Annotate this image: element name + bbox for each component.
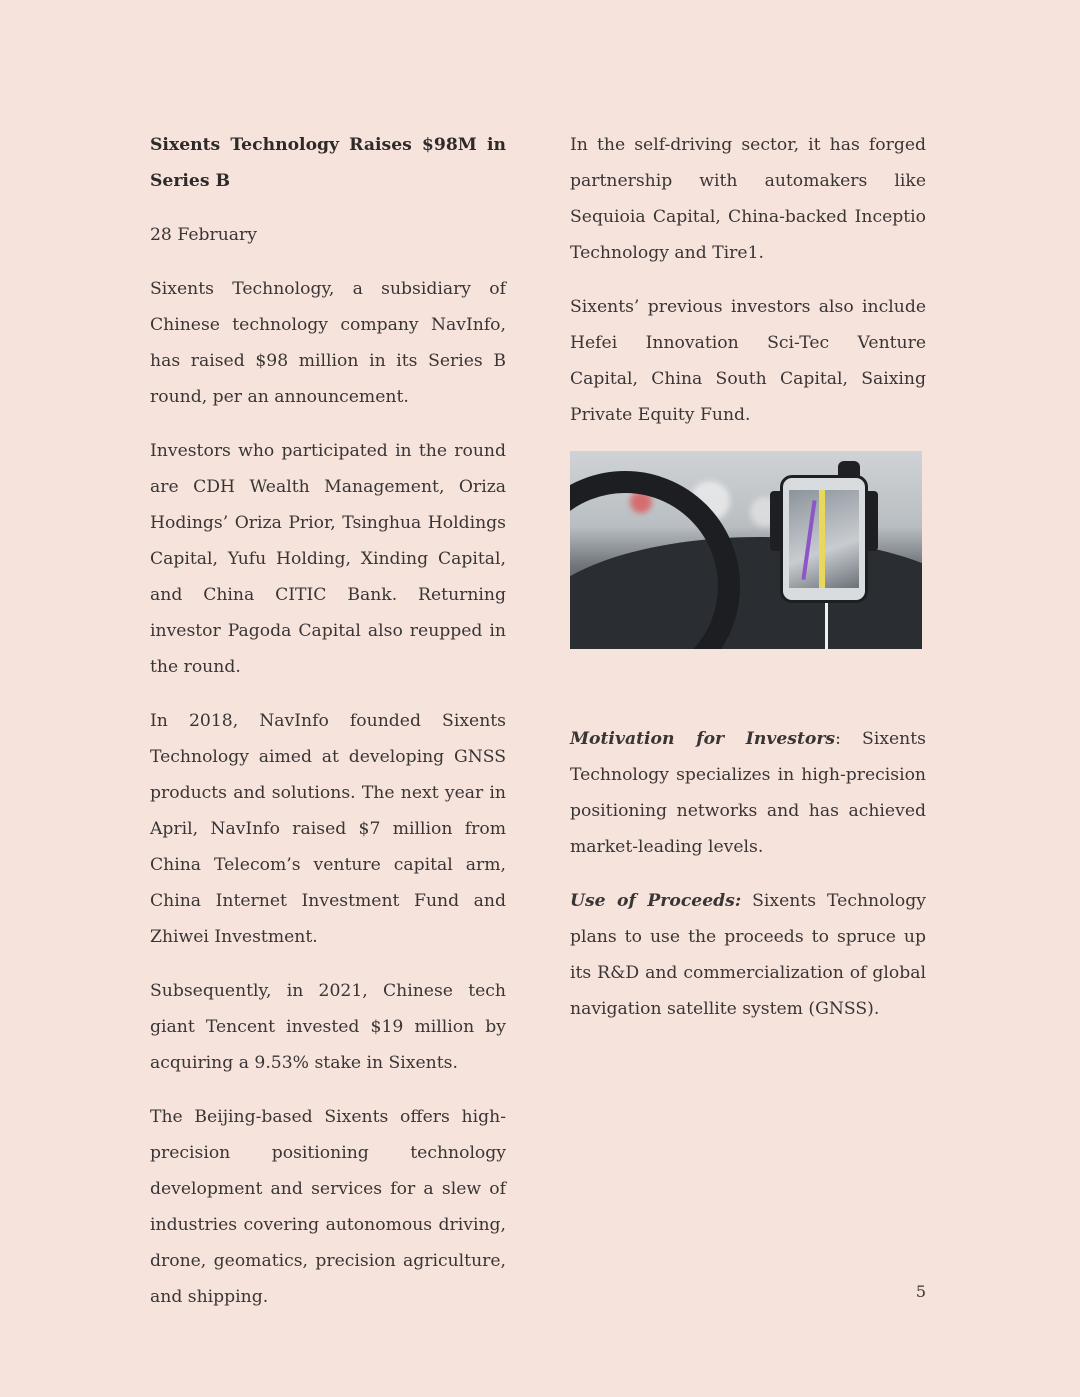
article-date: 28 February [150, 225, 257, 245]
paragraph: Sixents Technology, a subsidiary of Chinese technology company NavInfo, has raised $98 million in its Series B round, per an announcement. [150, 279, 506, 407]
paragraph: Sixents’ previous investors also include Hefei Innovation Sci-Tec Venture Capital, China South Capital, Saixing Private Equity Fund. [570, 297, 926, 425]
motivation-label: Motivation for Investors [570, 729, 836, 749]
right-column [570, 127, 926, 1045]
motivation-text: Sixents Technology specializes in high-precision positioning networks and has achieved market-leading levels. [570, 729, 926, 857]
page-number: 5 [915, 1282, 926, 1301]
proceeds-text: Sixents Technology plans to use the proceeds to spruce up its R&D and commercialization of global navigation satellite system (GNSS). [570, 891, 926, 1019]
paragraph: Subsequently, in 2021, Chinese tech giant Tencent invested $19 million by acquiring a 9.53% stake in Sixents. [150, 981, 506, 1073]
left-column [150, 127, 506, 1333]
proceeds-paragraph [570, 883, 926, 1027]
paragraph: In 2018, NavInfo founded Sixents Technology aimed at developing GNSS products and solutions. The next year in April, NavInfo raised $7 million from China Telecom’s venture capital arm, China Internet Investment Fund and Zhiwei Investment. [150, 711, 506, 947]
paragraph: Investors who participated in the round are CDH Wealth Management, Oriza Hodings’ Oriza Prior, Tsinghua Holdings Capital, Yufu Holding, Xinding Capital, and China CITIC Bank. Returning investor Pagoda Capital also reupped in the round. [150, 441, 506, 677]
motivation-separator: : [835, 729, 841, 749]
paragraph: The Beijing-based Sixents offers high-precision positioning technology development and services for a slew of industries covering autonomous driving, drone, geomatics, precision agriculture, and shipping. [150, 1107, 506, 1307]
article-title: Sixents Technology Raises $98M in Series B [150, 135, 506, 191]
paragraph: In the self-driving sector, it has forged partnership with automakers like Sequioia Capital, China-backed Inceptio Technology and Tire1. [570, 135, 926, 263]
car-navigation-photo [570, 451, 922, 649]
phone-gps-icon [780, 475, 868, 603]
motivation-paragraph [570, 721, 926, 865]
proceeds-label: Use of Proceeds: [570, 891, 742, 911]
